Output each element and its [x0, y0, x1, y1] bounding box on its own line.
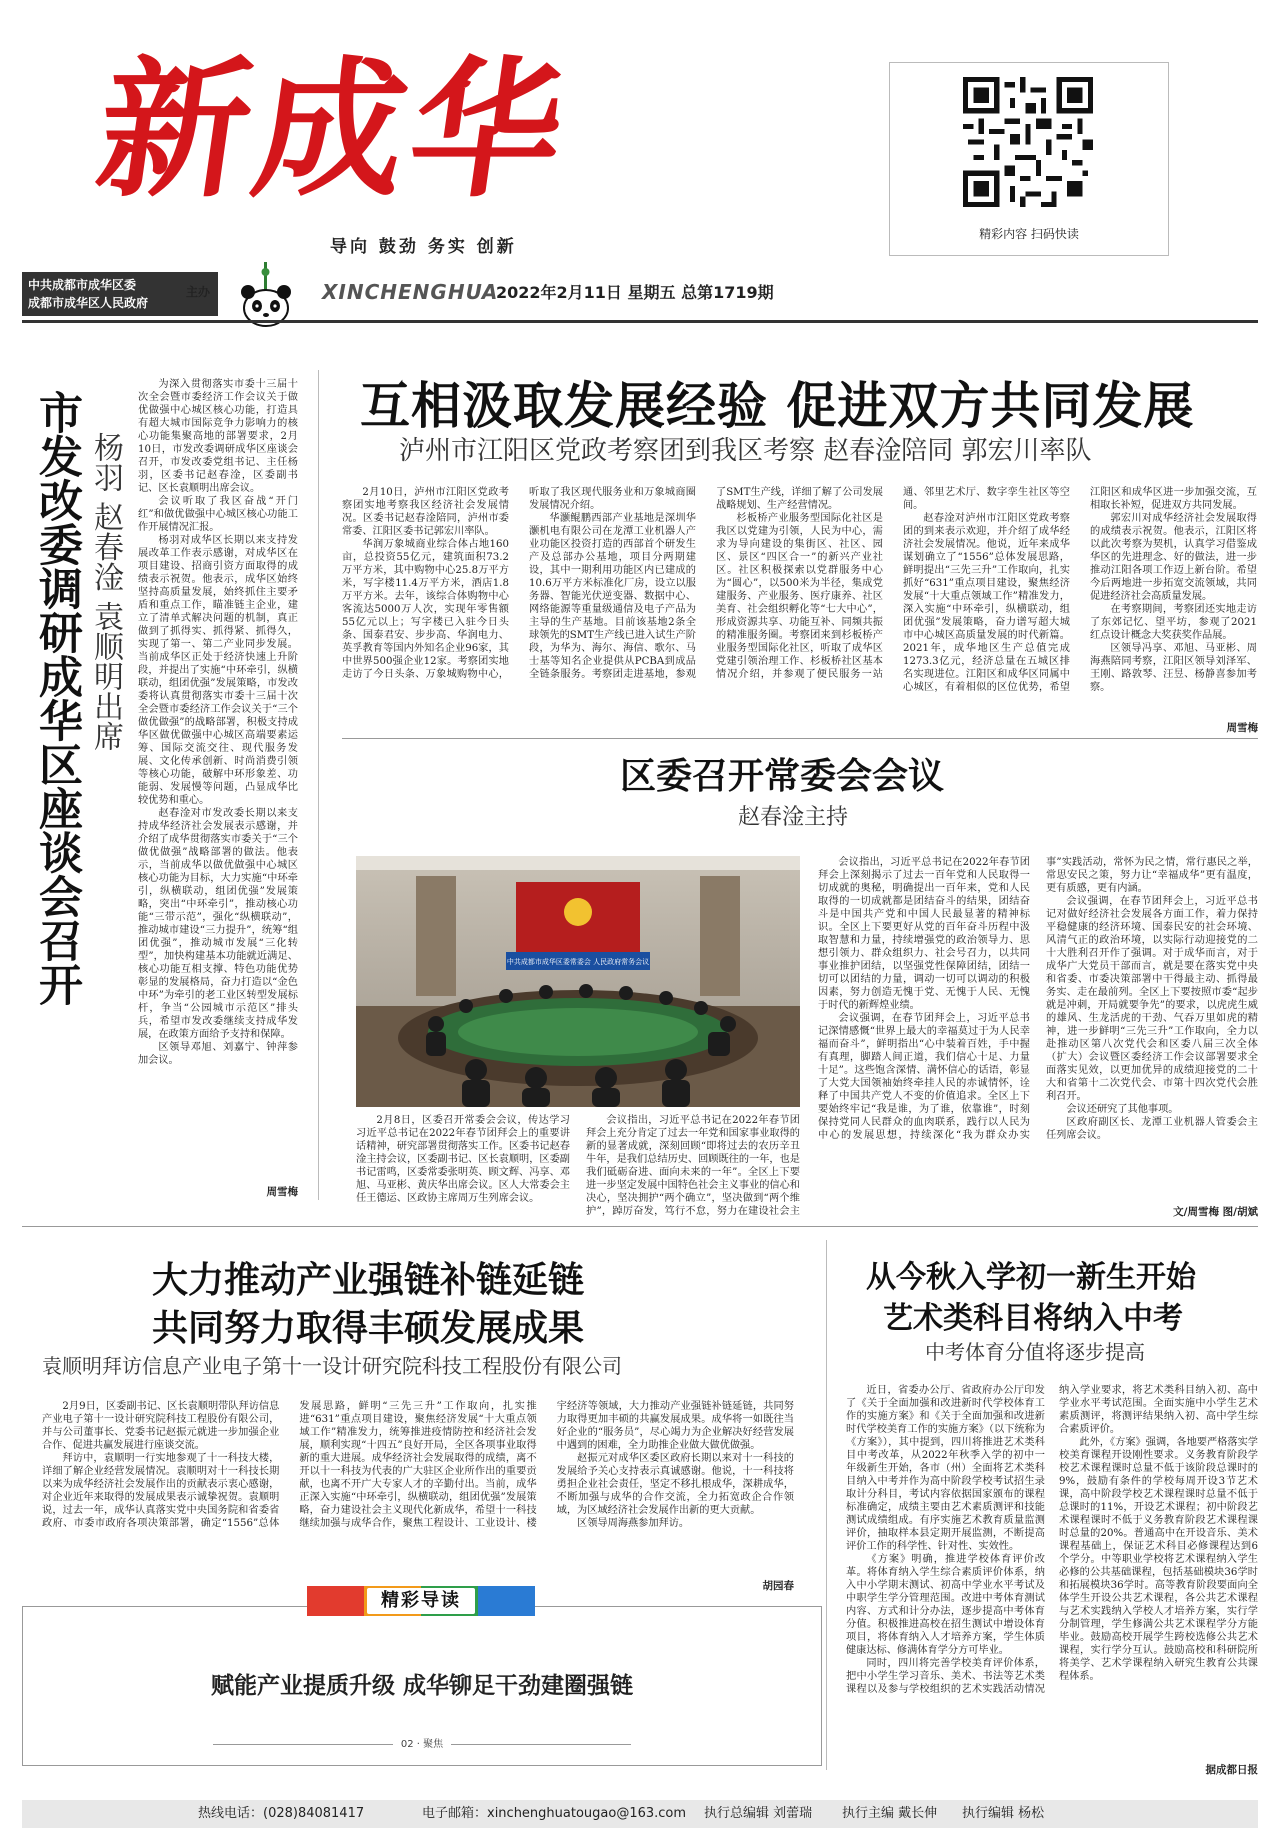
paragraph: 区政府副区长、龙潭工业机器人管委会主任列席会议。 [1046, 1117, 1258, 1141]
paragraph: 赵春淦对市发改委长期以来支持成华经济社会发展表示感谢，并介绍了成华贯彻落实市委关于“三个做优做强”战略部署的做法。他表示，当前成华以做优做强中心城区核心功能为目标，大力实施“中环牵引，纵横联动，组团优强”发展策略，突出“中环牵引”，推动核心功能“三带示范”，强化“纵横联动”，推动城市建设“三力提升”，统筹“组团优强”，推动城市发展“三化转型”，加快构建基本功能就近满足、核心功能互相支撑、特色功能优势彰显的发展格局，奋力打造以“金色中环”为牵引的老工业区转型发展标杆，争当“公园城市示范区”排头兵，希望市发改委继续支持成华发展，在政策方面给予支持和保障。 [138, 808, 298, 1040]
story3-byline: 胡园春 [762, 1580, 794, 1592]
story4-headline-line1: 从今秋入学初一新生开始 [866, 1260, 1196, 1295]
paragraph: 近日，省委办公厅、省政府办公厅印发了《关于全面加强和改进新时代学校体育工作的实施方案》和《关于全面加强和改进新时代学校美育工作的实施方案》（以下统称为《方案》），其中提到，四川将推进艺术类科目中考改革，从2022年秋季入学的初中一年级新生开始，各市（州）全面将艺术类科目纳入中考并作为高中阶段学校考试招生录取计分科目，考试内容依据国家颁布的课程标准确定，成绩主要由艺术素质测评和技能测试成绩组成。有序实施艺术教育质量监测评价，抽取样本县定期开展监测，不断提高评价工作的科学性、针对性、实效性。 [846, 1385, 1045, 1552]
digest-headline[interactable]: 赋能产业提质升级 成华铆足干劲建圈强链 [210, 1673, 633, 1699]
qr-code[interactable] [963, 77, 1093, 207]
paragraph: 2月10日，泸州市江阳区党政考察团实地考察我区经济社会发展情况。区委书记赵春淦陪同，泸州市委常委、江阳区委书记郭宏川率队。 [342, 487, 509, 537]
story1-headline: 互相汲取发展经验 促进双方共同发展 [360, 377, 1195, 435]
dateline: 2022年2月11日 星期五 总第1719期 [496, 283, 774, 302]
story4-headline-line2: 艺术类科目将纳入中考 [883, 1301, 1183, 1336]
paragraph: 会议指出，习近平总书记在2022年春节团拜会上深刻揭示了过去一百年党和人民取得一切成就的奥秘，明确提出一百年来，党和人民取得的一切成就都是团结奋斗的结果，团结奋斗是中国共产党和中国人民最显著的精神标识。全区上下要更好从党的百年奋斗历程中汲取智慧和力量，持续增强党的政治领导力、思想引领力、群众组织力、社会号召力，以共同事业推护团结，以坚强党性保障团结，团结一切可以团结的力量，调动一切可以调动的积极因素，努力创造无愧于党、无愧于人民、无愧于时代的新辉煌业绩。 [818, 857, 1030, 1011]
story4-body [846, 1384, 1258, 1758]
footer-hotline: 热线电话：(028)84081417 [198, 1806, 365, 1821]
meeting-photo [356, 856, 800, 1107]
paragraph: 华灏鲲鹏西部产业基地是深圳华灏机电有限公司在龙潭工业机器人产业功能区投资打造的西部首个研发生产及总部办公基地，项目分两期建设，其中一期利用功能区内已建成的10.6万平方米标准化厂房，设立以服务器、智能光伏逆变器、数据中心、网络能源等重量级通信及电子产品为主导的生产基地。目前该基地2条全球领先的SMT生产线已进入试生产阶段，为华为、海尔、海信、歌尔、马士基等知名企业提供从PCBA到成品全链条服务。考察团走进基地，参观了SMT生产线，详细了解了公司发展战略规划、生产经营情况。 [529, 487, 883, 680]
section-divider [342, 738, 1258, 739]
masthead-rule [22, 320, 1258, 323]
paragraph: 区领导周海燕参加拜访。 [577, 1518, 690, 1529]
paragraph: 此外，《方案》强调，各地要严格落实学校美育课程开设刚性要求。义务教育阶段学校艺术课程课时总量不低于该阶段总课时的9%，鼓励有条件的学校每周开设3节艺术课，高中阶段学校艺术课程课时总量不低于总课时的11%，开设艺术课程；初中阶段艺术课程课时不低于义务教育阶段艺术课程课时总量的20%。普通高中在开设音乐、美术课程基础上，保证艺术科目必修课程达到6个学分。中等职业学校将艺术课程纳入学生必修的公共基础课程，包括基础模块36学时和拓展模块36学时。高等教育阶段要面向全体学生开设公共艺术课程，各公共艺术课程与艺术实践纳入学校人才培养方案，实行学分制管理，学生修满公共艺术课程学分方能毕业。鼓励高校开展学生跨校选修公共艺术课程，实行学分互认。鼓励高校和科研院所将美学、艺术学课程纳入研究生教育公共课程体系。 [1059, 1437, 1258, 1682]
story4-subhead: 中考体育分值将逐步提高 [925, 1340, 1145, 1364]
story2-subhead: 赵春淦主持 [738, 805, 849, 830]
paragraph: 赵振元对成华区委区政府长期以来对十一科技的发展给予关心支持表示真诚感谢。他说，十一科技将勇担企业社会责任，坚定不移扎根成华，深耕成华，不断加强与成华的合作交流，全力拓宽政企合作领域，为区域经济社会发展作出新的更大贡献。 [556, 1453, 794, 1516]
paragraph: 区领导冯享、邓旭、马亚彬、周海燕陪同考察，江阳区领导刘泽军、王刚、路敦琴、汪昱、杨静喜参加考察。 [1090, 643, 1257, 693]
digest-bar-blue [478, 1586, 535, 1616]
qr-caption: 精彩内容 扫码快读 [979, 227, 1079, 241]
footer-chief-editor: 执行总编辑 刘蕾瑞 [704, 1806, 813, 1821]
story2-body-part2 [818, 856, 1258, 1186]
paragraph: 在考察期间，考察团还实地走访了东郊记忆、望平坊，参观了2021红点设计概念大奖获奖作品展。 [1090, 604, 1257, 641]
story1-byline: 周雪梅 [1226, 722, 1258, 734]
paragraph: 同时，四川将完善学校美育评价体系，把中小学生学习音乐、美术、书法等艺术类课程以及参与学校组织的艺术实践活动情况纳入学业要求，将艺术类科目纳入初、高中学业水平考试范围。全面实施中小学生艺术素质测评，将测评结果纳入初、高中学生综合素质评价。 [846, 1385, 1258, 1695]
footer-bar [22, 1800, 1258, 1828]
left-story-body [138, 378, 298, 1178]
column-divider [318, 370, 319, 1200]
masthead-title: 新成华 [87, 42, 581, 218]
left-story-byline: 周雪梅 [266, 1186, 298, 1198]
host-label: 主办 [186, 285, 211, 299]
paragraph: 杨羽对成华区长期以来支持发展改革工作表示感谢，对成华区在项目建设、招商引资方面取得的成绩表示祝贺。他表示，成华区始终坚持高质量发展，始终抓住主要矛盾和重点工作，瞄准链主企业，建立了清单式解决问题的机制，真正做到了抓得实、抓得紧、抓得久，实现了第一、第二产业同步发展。当前成华区正处于经济快速上升阶段，并提出了实施“中环牵引，纵横联动，组团优强”发展策略，市发改委将认真贯彻落实市委十三届十次全会暨市委经济工作会议关于“三个做优做强”的战略部署，积极支持成华区做优做强中心城区高端要素运筹、国际交流交往、现代服务发展、文化传承创新、时尚消费引领等核心功能，破解中环形象差、功能弱、发展慢等问题，凸显成华比较优势和重心。 [138, 535, 298, 806]
footer-editor: 执行编辑 杨松 [962, 1806, 1045, 1821]
photo-screen-text: 中共成都市成华区委常委会 人民政府常务会议 [506, 958, 650, 966]
pinyin-masthead: XINCHENGHUA [322, 280, 499, 304]
digest-page-ref[interactable]: 02 · 聚焦 [23, 1735, 821, 1750]
story2-body-part1 [356, 1114, 800, 1230]
paragraph: 会议指出，习近平总书记在2022年春节团拜会上充分肯定了过去一年党和国家事业取得的新的显著成就，深刻回顾“即将过去的农历辛丑牛年，是我们总结历史、回顾既往的一年，也是我们砥砺奋进、面向未来的一年”。全区上下要进一步坚定发展中国特色社会主义事业的信心和决心，坚决拥护“两个确立”，坚决做到“两个维护”，踔厉奋发，笃行不怠，努力在建设社会主 [586, 1115, 800, 1217]
story1-subhead: 泸州市江阳区党政考察团到我区考察 赵春淦陪同 郭宏川率队 [399, 436, 1092, 466]
digest-bar-red [307, 1586, 364, 1616]
paragraph: 杉板桥产业服务型国际化社区是我区以党建为引领，人民为中心，需求为导向建设的集街区、社区、园区、景区“四区合一”的新兴产业社区。社区积极探索以党群服务中心为“圆心”，以500米为半径，集成党建服务、产业服务、医疗康养、社区美育、社会组织孵化等“七大中心”，形成资源共享、功能互补、同频共振的精准服务圈。考察团来到杉板桥产业服务型国际化社区，听取了成华区党建引领治理工作、杉板桥社区基本情况介绍，并参观了便民服务一站通、邻里艺术厅、数字孪生社区等空间。 [716, 487, 1070, 680]
paragraph: 拜访中，袁顺明一行实地参观了十一科技大楼，详细了解企业经营发展情况。袁顺明对十一科技长期以来为成华经济社会发展作出的贡献表示衷心感谢，对企业近年来取得的发展成果表示诚挚祝贺。袁顺明说，过去一年，成华认真落实党中央国务院和省委省政府、市委市政府各项决策部署，确定“1556”总体发展思路，鲜明“三先三升”工作取向，扎实推进“631”重点项目建设，聚焦经济发展“十大重点领域工作”精准发力，统筹推进疫情防控和经济社会发展，顺利实现“十四五”良好开局，全区各项事业取得新的重大进展。成华经济社会发展取得的成绩，离不开以十一科技为代表的广大驻区企业所作出的重要贡献，也离不开广大专家人才的辛勤付出。当前，成华正深入实施“中环牵引，纵横联动，组团优强”发展策略，奋力建设社会主义现代化新成华，希望十一科技继续加强与成华合作，聚焦工程设计、工业设计、楼宇经济等领域，大力推动产业强链补链延链，共同努力取得更加丰硕的共赢发展成果。成华将一如既往当好企业的“服务员”，尽心竭力为企业解决好经营发展中遇到的困难，全力助推企业做大做优做强。 [42, 1401, 794, 1529]
story2-headline: 区委召开常委会会议 [620, 756, 945, 797]
paragraph: 会议强调，在春节团拜会上，习近平总书记深情感慨“世界上最大的幸福莫过于为人民幸福而奋斗”，鲜明指出“心中装着百姓，手中握有真理，脚踏人间正道，我们信心十足、力量十足”。这些饱含深情、满怀信心的话语，彰显了大党大国领袖始终牵挂人民的赤诚情怀，诠释了中国共产党人不变的价值追求。全区上下要始终牢记“我是谁，为了谁，依靠谁”，时刻保持党同人民群众的血肉联系，践行以人民为中心的发展思想，持续深化“我为群众办实事”实践活动，常怀为民之情，常行惠民之举，常思安民之策，努力让“幸福成华”更有温度，更有质感，更有内涵。 [818, 857, 1258, 1141]
paragraph: 会议听取了我区奋战“开门红”和做优做强中心城区核心功能工作开展情况汇报。 [138, 496, 298, 533]
story2-byline: 文/周雪梅 图/胡斌 [1173, 1206, 1258, 1218]
paragraph: 华润万象城商业综合体占地160亩，总投资55亿元，建筑面积73.2万平方米，其中购物中心25.8万平方米，写字楼11.4万平方米，酒店1.8万平方米。去年，该综合体购物中心客流达5000万人次，实现年零售额55亿元以上；写字楼已入驻今日头条、国泰君安、步步高、华润电力、英孚教育等国内外知名企业96家，其中世界500强企业12家。考察团实地走访了今日头条、万象城购物中心，听取了我区现代服务业和万象城商圈发展情况介绍。 [342, 487, 696, 680]
story3-body [42, 1400, 794, 1574]
column-divider [826, 1240, 827, 1770]
footer-executive-editor: 执行主编 戴长伸 [842, 1806, 938, 1821]
paragraph: 郭宏川对成华经济社会发展取得的成绩表示祝贺。他表示，江阳区将以此次考察为契机，认真学习借鉴成华区的先进理念、好的做法，进一步推动江阳各项工作迈上新台阶。希望今后两地进一步拓宽交流领域，共同促进经济社会高质量发展。 [1090, 513, 1257, 602]
digest-label: 精彩导读 [367, 1588, 475, 1614]
story4-byline: 据成都日报 [1205, 1764, 1258, 1776]
section-divider [22, 1226, 1258, 1227]
paragraph: 赵春淦对泸州市江阳区党政考察团的到来表示欢迎，并介绍了成华经济社会发展情况。他说，近年来成华谋划确立了“1556”总体发展思路，鲜明提出“三先三升”工作取向，扎实抓好“631”重点项目建设，聚焦经济发展“十大重点领域工作”精准发力，深入实施“中环牵引，纵横联动，组团优强”发展策略，奋力谱写超大城市中心城区高质量发展的时代新篇。2021年，成华地区生产总值完成1273.3亿元，经济总量在五城区排名实现进位。江阳区和成华区同属中心城区，有着相似的区位优势，希望江阳区和成华区进一步加强交流，互相取长补短，促进双方共同发展。 [903, 487, 1257, 693]
paragraph: 会议还研究了其他事项。 [1066, 1104, 1179, 1115]
org-district-committee: 中共成都市成华区委 [28, 278, 137, 292]
story1-body [342, 486, 1257, 718]
org-district-government: 成都市成华区人民政府 [28, 296, 149, 310]
digest-tag [307, 1586, 535, 1616]
story3-subhead: 袁顺明拜访信息产业电子第十一设计研究院科技工程股份有限公司 [42, 1354, 622, 1378]
panda-icon [226, 262, 306, 328]
qr-code-box [889, 62, 1169, 256]
masthead-slogan: 导向 鼓劲 务实 创新 [330, 237, 517, 257]
paragraph: 《方案》明确，推进学校体育评价改革。将体育纳入学生综合素质评价体系，纳入中小学期末测试、初高中学业水平考试及中职学生学分管理范围。改进中考体育测试内容、方式和计分办法，逐步提高中考体育分值。积极推进高校在招生测试中增设体育项目，将体育纳入人才培养方案，学生体质健康达标、修满体育学分方可毕业。 [846, 1554, 1045, 1656]
story3-headline-line1: 大力推动产业强链补链延链 [152, 1260, 585, 1301]
paragraph: 区领导邓旭、刘嘉宁、钟萍参加会议。 [138, 1042, 298, 1066]
paragraph: 2月8日，区委召开常委会会议，传达学习习近平总书记在2022年春节团拜会上的重要讲话精神，研究部署贯彻落实工作。区委书记赵春淦主持会议，区委副书记、区长袁顺明，区委副书记雷鸣，区委常委张明英、顾文辉、冯享、邓旭、马亚彬、黄庆华出席会议。区人大常委会主任王德运、区政协主席周万生列席会议。 [356, 1115, 570, 1204]
paragraph: 会议强调，在春节团拜会上，习近平总书记对做好经济社会发展各方面工作，着力保持平稳健康的经济环境、国泰民安的社会环境、风清气正的政治环境，以实际行动迎接党的二十大胜利召开作了强调。对于成华而言，对于成华广大党员干部而言，就是要在落实党中央和省委、市委决策部署中干得最主动、抓得最务实、走在最前列。全区上下要按照市委“起步就是冲刺，开局就要争先”的要求，以虎虎生威的雄风、生龙活虎的干劲、气吞万里如虎的精神，进一步鲜明“三先三升”工作取向，全力以赴推动区第八次党代会和区委八届三次全体（扩大）会议暨区委经济工作会议部署要求全面落实见效，以更加优异的成绩迎接党的二十大和省第十二次党代会、市第十四次党代会胜利召开。 [1046, 896, 1258, 1102]
digest-box [22, 1590, 822, 1766]
left-story-subhead: 杨羽 赵春淦 袁顺明出席 [88, 432, 123, 752]
left-story-headline: 市发改委调研成华区座谈会召开 [31, 390, 82, 1006]
footer-email[interactable]: 电子邮箱：xinchenghuatougao@163.com [422, 1806, 687, 1821]
story3-headline-line2: 共同努力取得丰硕发展成果 [152, 1308, 585, 1349]
paragraph: 为深入贯彻落实市委十三届十次全会暨市委经济工作会议关于做优做强中心城区核心功能，打造具有超大城市国际竞争力影响力的核心功能集聚高地的部署要求，2月10日，市发改委调研成华区座谈会召开，市发改委党组书记、主任杨羽，区委书记赵春淦，区委副书记、区长袁顺明出席会议。 [138, 379, 298, 494]
paragraph: 2月9日，区委副书记、区长袁顺明带队拜访信息产业电子第十一设计研究院科技工程股份有限公司，并与公司董事长、党委书记赵振元就进一步加强企业合作、促进共赢发展进行座谈交流。 [42, 1401, 280, 1451]
